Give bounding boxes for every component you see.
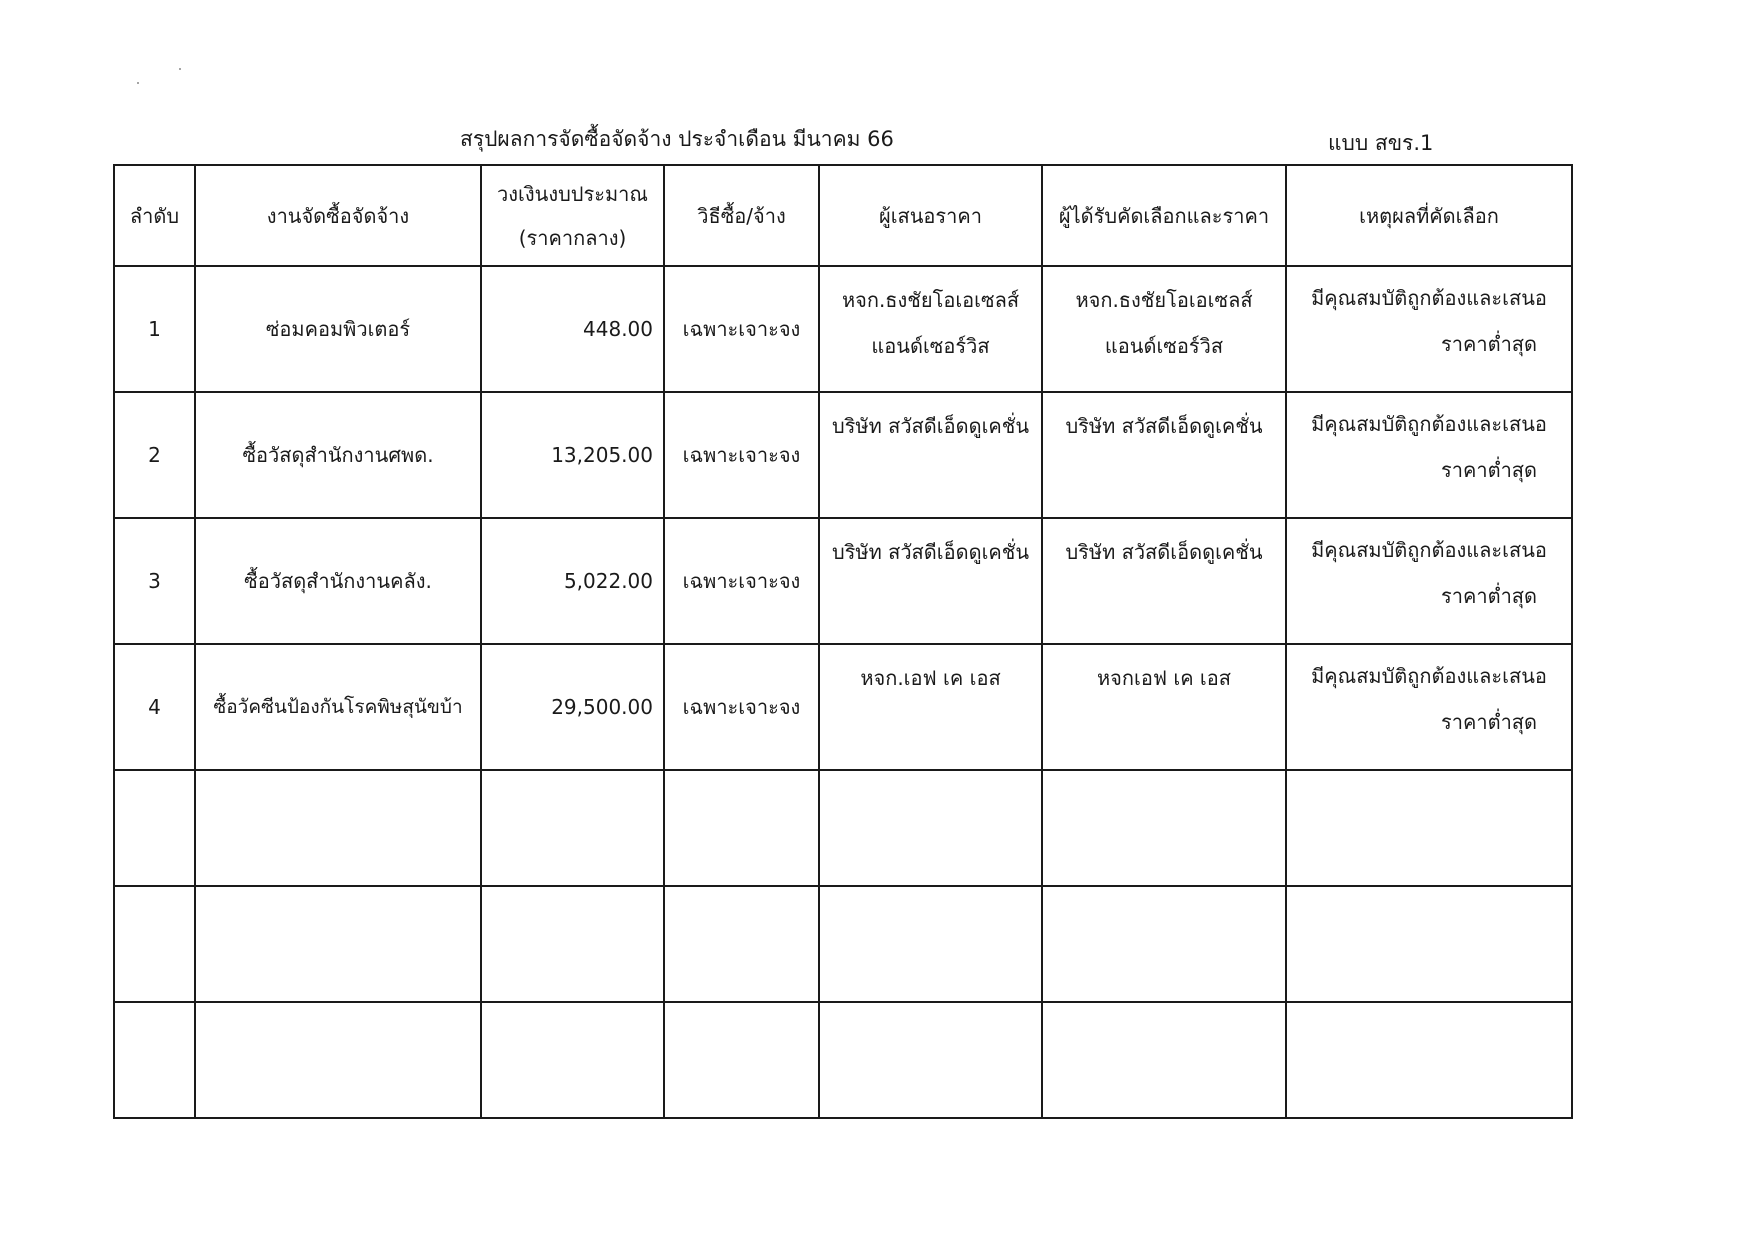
- header-budget-line2: (ราคากลาง): [518, 225, 627, 250]
- empty-cell: [664, 886, 819, 1002]
- row-selected: [1042, 518, 1286, 644]
- empty-cell: [1286, 770, 1572, 886]
- row-selected-line2: แอนด์เซอร์วิส: [1104, 334, 1224, 358]
- empty-cell: [1042, 1002, 1286, 1118]
- empty-cell: [481, 1002, 664, 1118]
- empty-cell: [1286, 886, 1572, 1002]
- empty-cell: [114, 1002, 195, 1118]
- row-work: ซ่อมคอมพิวเตอร์: [195, 266, 481, 392]
- empty-cell: [481, 770, 664, 886]
- header-no: ลำดับ: [114, 165, 195, 266]
- row-bidder-line2: แอนด์เซอร์วิส: [871, 334, 990, 358]
- scan-speck: [179, 68, 181, 70]
- row-no: 3: [114, 518, 195, 644]
- row-budget: 29,500.00: [481, 644, 664, 770]
- row-bidder-line1: บริษัท สวัสดีเอ็ดดูเคชั่น: [831, 540, 1030, 564]
- row-no: 2: [114, 392, 195, 518]
- header-budget: [481, 165, 664, 266]
- header-budget-line1: วงเงินงบประมาณ: [497, 181, 648, 206]
- empty-cell: [114, 886, 195, 1002]
- header-method: วิธีซื้อ/จ้าง: [664, 165, 819, 266]
- table-row: [114, 392, 1572, 518]
- row-selected-line1: บริษัท สวัสดีเอ็ดดูเคชั่น: [1065, 540, 1263, 564]
- row-reason-line2: ราคาต่ำสุด: [1441, 584, 1537, 608]
- row-selected-line1: บริษัท สวัสดีเอ็ดดูเคชั่น: [1065, 414, 1263, 438]
- table-row-empty: [114, 1002, 1572, 1118]
- empty-cell: [664, 1002, 819, 1118]
- row-budget: 5,022.00: [481, 518, 664, 644]
- empty-cell: [1042, 770, 1286, 886]
- row-reason: [1286, 644, 1572, 770]
- empty-cell: [1042, 886, 1286, 1002]
- row-budget: 13,205.00: [481, 392, 664, 518]
- row-reason-line2: ราคาต่ำสุด: [1441, 710, 1537, 734]
- header-selected: ผู้ได้รับคัดเลือกและราคา: [1042, 165, 1286, 266]
- row-selected-line1: หจก.ธงชัยโอเอเซลส์: [1075, 288, 1253, 312]
- row-bidder: [819, 518, 1042, 644]
- row-bidder-line1: หจก.ธงชัยโอเอเซลส์: [841, 288, 1020, 312]
- empty-cell: [114, 770, 195, 886]
- scan-speck: [137, 82, 139, 84]
- row-reason-line1: มีคุณสมบัติถูกต้องและเสนอ: [1311, 412, 1547, 436]
- row-work: ซื้อวัสดุสำนักงานคลัง.: [195, 518, 481, 644]
- row-selected-line1: หจกเอฟ เค เอส: [1096, 666, 1231, 690]
- row-selected: [1042, 644, 1286, 770]
- row-method: เฉพาะเจาะจง: [664, 392, 819, 518]
- row-reason-line2: ราคาต่ำสุด: [1441, 332, 1537, 356]
- form-code: แบบ สขร.1: [1328, 131, 1434, 155]
- table-header-row: [114, 165, 1572, 266]
- row-no: 1: [114, 266, 195, 392]
- empty-cell: [819, 886, 1042, 1002]
- table-row: [114, 644, 1572, 770]
- empty-cell: [481, 886, 664, 1002]
- row-bidder-line1: หจก.เอฟ เค เอส: [860, 666, 1001, 690]
- row-bidder: [819, 644, 1042, 770]
- row-reason: [1286, 392, 1572, 518]
- table-row: [114, 518, 1572, 644]
- row-selected: [1042, 392, 1286, 518]
- empty-cell: [1286, 1002, 1572, 1118]
- empty-cell: [195, 886, 481, 1002]
- row-bidder: [819, 266, 1042, 392]
- row-selected: [1042, 266, 1286, 392]
- row-method: เฉพาะเจาะจง: [664, 266, 819, 392]
- header-work: งานจัดซื้อจัดจ้าง: [195, 165, 481, 266]
- empty-cell: [664, 770, 819, 886]
- row-work: ซื้อวัคซีนป้องกันโรคพิษสุนัขบ้า: [195, 644, 481, 770]
- row-reason-line1: มีคุณสมบัติถูกต้องและเสนอ: [1311, 538, 1547, 562]
- header-bidders: ผู้เสนอราคา: [819, 165, 1042, 266]
- row-reason-line2: ราคาต่ำสุด: [1441, 458, 1537, 482]
- empty-cell: [195, 1002, 481, 1118]
- row-method: เฉพาะเจาะจง: [664, 644, 819, 770]
- empty-cell: [819, 770, 1042, 886]
- empty-cell: [819, 1002, 1042, 1118]
- row-reason-line1: มีคุณสมบัติถูกต้องและเสนอ: [1311, 664, 1547, 688]
- row-work: ซื้อวัสดุสำนักงานศพด.: [195, 392, 481, 518]
- row-reason: [1286, 518, 1572, 644]
- row-bidder-line1: บริษัท สวัสดีเอ็ดดูเคชั่น: [831, 414, 1030, 438]
- row-bidder: [819, 392, 1042, 518]
- row-no: 4: [114, 644, 195, 770]
- table-row: [114, 266, 1572, 392]
- table-row-empty: [114, 770, 1572, 886]
- row-reason: [1286, 266, 1572, 392]
- row-budget: 448.00: [481, 266, 664, 392]
- table-row-empty: [114, 886, 1572, 1002]
- row-reason-line1: มีคุณสมบัติถูกต้องและเสนอ: [1311, 286, 1547, 310]
- procurement-summary-table: [113, 164, 1573, 1119]
- row-method: เฉพาะเจาะจง: [664, 518, 819, 644]
- empty-cell: [195, 770, 481, 886]
- header-reason: เหตุผลที่คัดเลือก: [1286, 165, 1572, 266]
- document-title: สรุปผลการจัดซื้อจัดจ้าง ประจำเดือน มีนาคม 66: [460, 127, 894, 151]
